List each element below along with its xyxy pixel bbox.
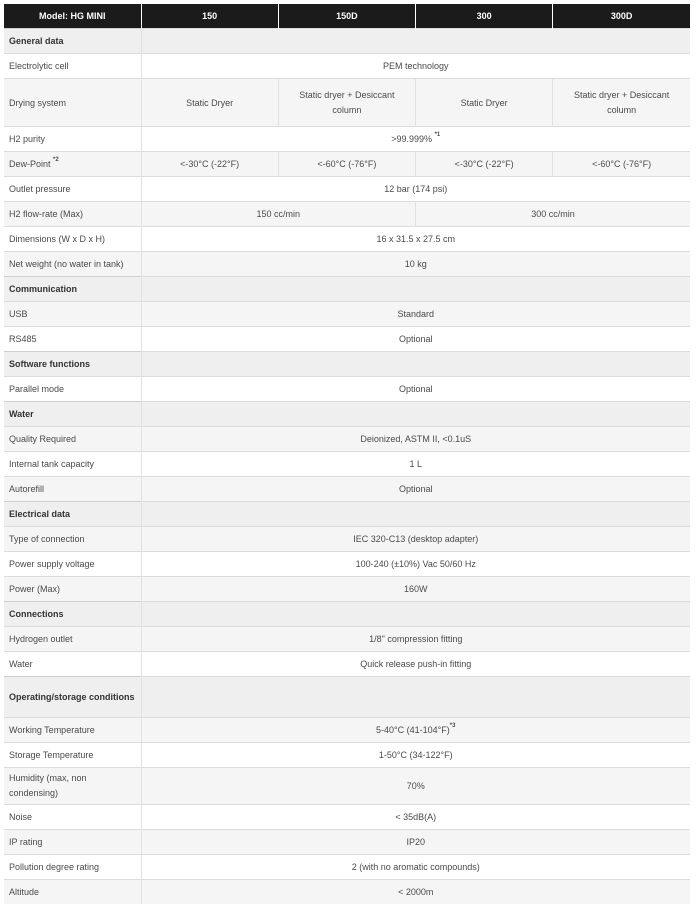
row-outlet-pressure [4,177,690,202]
row-label: Water [4,652,141,677]
row-value: Static Dryer [141,79,278,127]
row-noise [4,805,690,830]
row-label: Dimensions (W x D x H) [4,227,141,252]
row-label: Outlet pressure [4,177,141,202]
header-model: Model: HG MINI [4,4,141,29]
row-electrolytic-cell [4,54,690,79]
row-value: 12 bar (174 psi) [141,177,690,202]
row-value: Quick release push-in fitting [141,652,690,677]
row-label: Power (Max) [4,577,141,602]
row-pollution-degree [4,855,690,880]
row-value: <-60°C (-76°F) [553,152,690,177]
row-value: Deionized, ASTM II, <0.1uS [141,427,690,452]
row-h2-purity [4,127,690,152]
row-net-weight [4,252,690,277]
footnote-marker: *2 [53,157,59,163]
section-communication [4,277,690,302]
row-label: Humidity (max, non condensing) [4,768,141,805]
row-value: 2 (with no aromatic compounds) [141,855,690,880]
row-quality-required [4,427,690,452]
row-value: 70% [141,768,690,805]
row-internal-tank [4,452,690,477]
row-value: 300 cc/min [416,202,691,227]
row-value: Optional [141,377,690,402]
row-value: <-30°C (-22°F) [141,152,278,177]
row-value: 1/8" compression fitting [141,627,690,652]
row-label: Altitude [4,880,141,905]
row-value: IP20 [141,830,690,855]
row-power [4,577,690,602]
row-label: USB [4,302,141,327]
section-title: Communication [4,277,141,302]
row-dew-point [4,152,690,177]
row-ip-rating [4,830,690,855]
row-value: 5-40°C $(41-104^\circ F)^{*3}$ [141,718,690,743]
row-label: Parallel mode [4,377,141,402]
row-label: H2 purity [4,127,141,152]
row-value: 160W [141,577,690,602]
row-label: Drying system [4,79,141,127]
section-electrical [4,502,690,527]
section-title: Water [4,402,141,427]
row-value: 10 kg [141,252,690,277]
section-title: Software functions [4,352,141,377]
header-150: 150 [141,4,278,29]
section-title: Operating/storage conditions [4,677,141,718]
row-value: PEM technology [141,54,690,79]
row-label: Autorefill [4,477,141,502]
footnote-marker: *3 [449,723,456,729]
row-rs485 [4,327,690,352]
section-title: Connections [4,602,141,627]
row-connection-type [4,527,690,552]
header-150d: 150D [278,4,415,29]
section-general [4,29,690,54]
row-dimensions [4,227,690,252]
row-hydrogen-outlet [4,627,690,652]
row-water-connection [4,652,690,677]
row-value: <-30°C (-22°F) [416,152,553,177]
spec-table [4,4,690,904]
row-value: 150 cc/min [141,202,416,227]
row-usb [4,302,690,327]
row-working-temperature [4,718,690,743]
section-title: Electrical data [4,502,141,527]
row-h2-flow-rate [4,202,690,227]
row-supply-voltage [4,552,690,577]
row-value: Optional [141,327,690,352]
row-label: H2 flow-rate (Max) [4,202,141,227]
row-value: < 2000m [141,880,690,905]
row-value: Static dryer + Desiccant column [278,79,415,127]
row-autorefill [4,477,690,502]
row-value: Static Dryer [416,79,553,127]
row-label: RS485 [4,327,141,352]
row-value: < 35dB(A) [141,805,690,830]
header-row [4,4,690,29]
row-label: Working Temperature [4,718,141,743]
row-label: Hydrogen outlet [4,627,141,652]
section-connections [4,602,690,627]
row-label: Storage Temperature [4,743,141,768]
row-value: 1-50°C (34-122°F) [141,743,690,768]
row-value: 1 L [141,452,690,477]
footnote-marker: *1 [434,132,441,138]
row-label: Type of connection [4,527,141,552]
row-value: Static dryer + Desiccant column [553,79,690,127]
row-value: 100-240 (±10%) Vac 50/60 Hz [141,552,690,577]
row-label: Dew-Point $^{*2}$ [4,152,141,177]
row-drying-system [4,79,690,127]
row-value: Standard [141,302,690,327]
header-300: 300 [416,4,553,29]
row-value: >99.999% $^{*1}$ [141,127,690,152]
row-altitude [4,880,690,905]
section-software [4,352,690,377]
row-label: Quality Required [4,427,141,452]
row-label: Net weight (no water in tank) [4,252,141,277]
section-water [4,402,690,427]
section-operating [4,677,690,718]
row-label: Electrolytic cell [4,54,141,79]
row-label: Pollution degree rating [4,855,141,880]
row-value: IEC 320-C13 (desktop adapter) [141,527,690,552]
row-value: Optional [141,477,690,502]
row-label: Power supply voltage [4,552,141,577]
section-title: General data [4,29,141,54]
header-300d: 300D [553,4,690,29]
row-label: Noise [4,805,141,830]
row-parallel-mode [4,377,690,402]
row-storage-temperature [4,743,690,768]
row-humidity [4,768,690,805]
row-value: <-60°C (-76°F) [278,152,415,177]
row-label: IP rating [4,830,141,855]
row-value: 16 x 31.5 x 27.5 cm [141,227,690,252]
row-label: Internal tank capacity [4,452,141,477]
